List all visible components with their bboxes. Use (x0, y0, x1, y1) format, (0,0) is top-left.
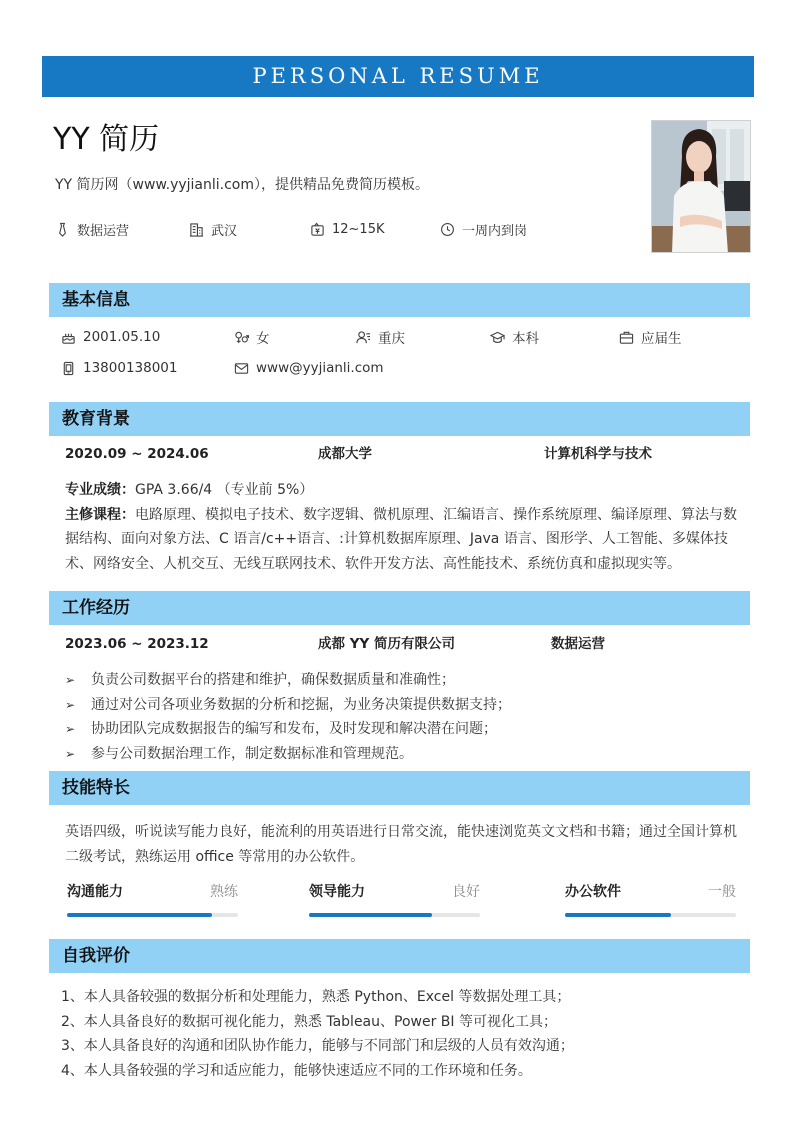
meta-city-text: 武汉 (211, 223, 238, 239)
skill-name: 办公软件 (565, 884, 621, 900)
arrow-icon: ➢ (65, 697, 76, 712)
info-email (234, 358, 384, 378)
meta-availability (440, 219, 527, 239)
gender-icon (234, 330, 249, 345)
info-status (619, 327, 682, 347)
info-hometown (356, 327, 405, 347)
info-phone-text: 13800138001 (83, 360, 178, 376)
skill-name: 领导能力 (309, 884, 365, 900)
info-status-text: 应届生 (641, 331, 682, 347)
info-phone (61, 358, 177, 378)
education-courses (65, 503, 741, 577)
section-work (49, 591, 750, 625)
section-skills-title: 技能特长 (62, 778, 130, 798)
skills-description: 英语四级，听说读写能力良好，能流利的用英语进行日常交流，能快速浏览英文文档和书籍；通过全国计算机二级考试，熟练运用 office 等常用的办公软件。 (65, 824, 737, 865)
tie-icon (55, 222, 70, 237)
self-evaluation-list (61, 985, 741, 1083)
arrow-icon: ➢ (65, 673, 76, 687)
meta-salary (310, 219, 385, 239)
work-duty-text: 参与公司数据治理工作，制定数据标准和管理规范。 (91, 745, 413, 762)
education-details (65, 478, 741, 576)
skill-item (309, 882, 480, 922)
skill-level: 熟练 (210, 884, 238, 900)
skill-progress-fill (67, 913, 212, 917)
section-self-evaluation-title: 自我评价 (62, 946, 130, 966)
education-courses-value: 电路原理、模拟电子技术、数字逻辑、微机原理、汇编语言、操作系统原理、编译原理、算法与数据结构、面向对象方法、C 语言/c++语言、:计算机数据库原理、Java 语言、图形学、人工智能、多媒体技术、网络安全、人机交互、无线互联网技术、软件开发方法、高性能技术、系统仿真和虚拟现实等。 (65, 506, 737, 572)
education-period: 2020.09 ~ 2024.06 (65, 446, 209, 462)
skill-progress-track (309, 913, 480, 917)
list-item (65, 742, 741, 767)
section-education (49, 402, 750, 436)
mail-icon (234, 361, 249, 376)
skill-progress-fill (309, 913, 432, 917)
info-birth (61, 327, 160, 347)
work-duties (65, 668, 741, 766)
clock-icon (440, 222, 455, 237)
cake-icon (61, 330, 76, 345)
list-item (65, 668, 741, 693)
graduation-cap-icon (490, 330, 505, 345)
user-icon (356, 330, 371, 345)
skill-progress-track (565, 913, 736, 917)
meta-salary-text: 12~15K (332, 221, 385, 237)
work-duty-text: 负责公司数据平台的搭建和维护，确保数据质量和准确性； (91, 672, 455, 688)
wallet-icon (310, 222, 325, 237)
list-item: 3、本人具备良好的沟通和团队协作能力，能够与不同部门和层级的人员有效沟通； (61, 1038, 574, 1054)
info-email-text: www@yyjianli.com (256, 360, 384, 376)
info-degree-text: 本科 (512, 331, 539, 347)
candidate-name: YY 简历 (53, 122, 160, 157)
meta-availability-text: 一周内到岗 (462, 223, 528, 239)
list-item (65, 717, 741, 742)
phone-icon (61, 361, 76, 376)
info-gender (234, 327, 270, 347)
section-work-title: 工作经历 (62, 598, 130, 618)
section-education-title: 教育背景 (62, 409, 130, 429)
skill-progress-track (67, 913, 238, 917)
skill-level: 一般 (708, 884, 736, 900)
skill-item (565, 882, 736, 922)
work-period: 2023.06 ~ 2023.12 (65, 636, 209, 652)
info-degree (490, 327, 539, 347)
section-basic-info-title: 基本信息 (62, 290, 130, 310)
skill-level: 良好 (452, 884, 480, 900)
info-birth-text: 2001.05.10 (83, 329, 161, 345)
education-score-label: 专业成绩： (65, 482, 135, 498)
list-item: 4、本人具备较强的学习和适应能力，能够快速适应不同的工作环境和任务。 (61, 1062, 532, 1079)
job-intent-row (55, 219, 615, 239)
section-basic-info (49, 283, 750, 317)
work-role: 数据运营 (551, 636, 605, 652)
work-company: 成都 YY 简历有限公司 (318, 636, 455, 652)
section-self-evaluation (49, 939, 750, 973)
intro-text: YY 简历网（www.yyjianli.com），提供精品免费简历模板。 (55, 177, 429, 193)
education-score (65, 478, 741, 503)
list-item: 2、本人具备良好的数据可视化能力，熟悉 Tableau、Power BI 等可视化工具； (61, 1013, 557, 1030)
meta-position (55, 219, 129, 239)
list-item: 1、本人具备较强的数据分析和处理能力，熟悉 Python、Excel 等数据处理工具； (61, 989, 571, 1005)
info-hometown-text: 重庆 (378, 331, 405, 347)
work-duty-text: 协助团队完成数据报告的编写和发布，及时发现和解决潜在问题； (91, 721, 497, 737)
meta-position-text: 数据运营 (77, 223, 130, 239)
section-skills (49, 771, 750, 805)
education-school: 成都大学 (318, 446, 372, 462)
skill-name: 沟通能力 (67, 884, 123, 900)
arrow-icon: ➢ (65, 722, 76, 736)
skill-item (67, 882, 238, 922)
arrow-icon: ➢ (65, 746, 76, 761)
skill-progress-fill (565, 913, 671, 917)
education-major: 计算机科学与技术 (544, 446, 652, 462)
profile-photo (651, 120, 751, 253)
meta-city (189, 219, 237, 239)
briefcase-icon (619, 330, 634, 345)
resume-banner: PERSONAL RESUME (42, 56, 754, 97)
building-icon (189, 222, 204, 237)
work-duty-text: 通过对公司各项业务数据的分析和挖掘，为业务决策提供数据支持； (91, 696, 511, 713)
list-item (65, 693, 741, 718)
info-gender-text: 女 (256, 331, 270, 347)
education-courses-label: 主修课程： (65, 506, 135, 523)
education-score-value: GPA 3.66/4 （专业前 5%） (135, 482, 314, 498)
